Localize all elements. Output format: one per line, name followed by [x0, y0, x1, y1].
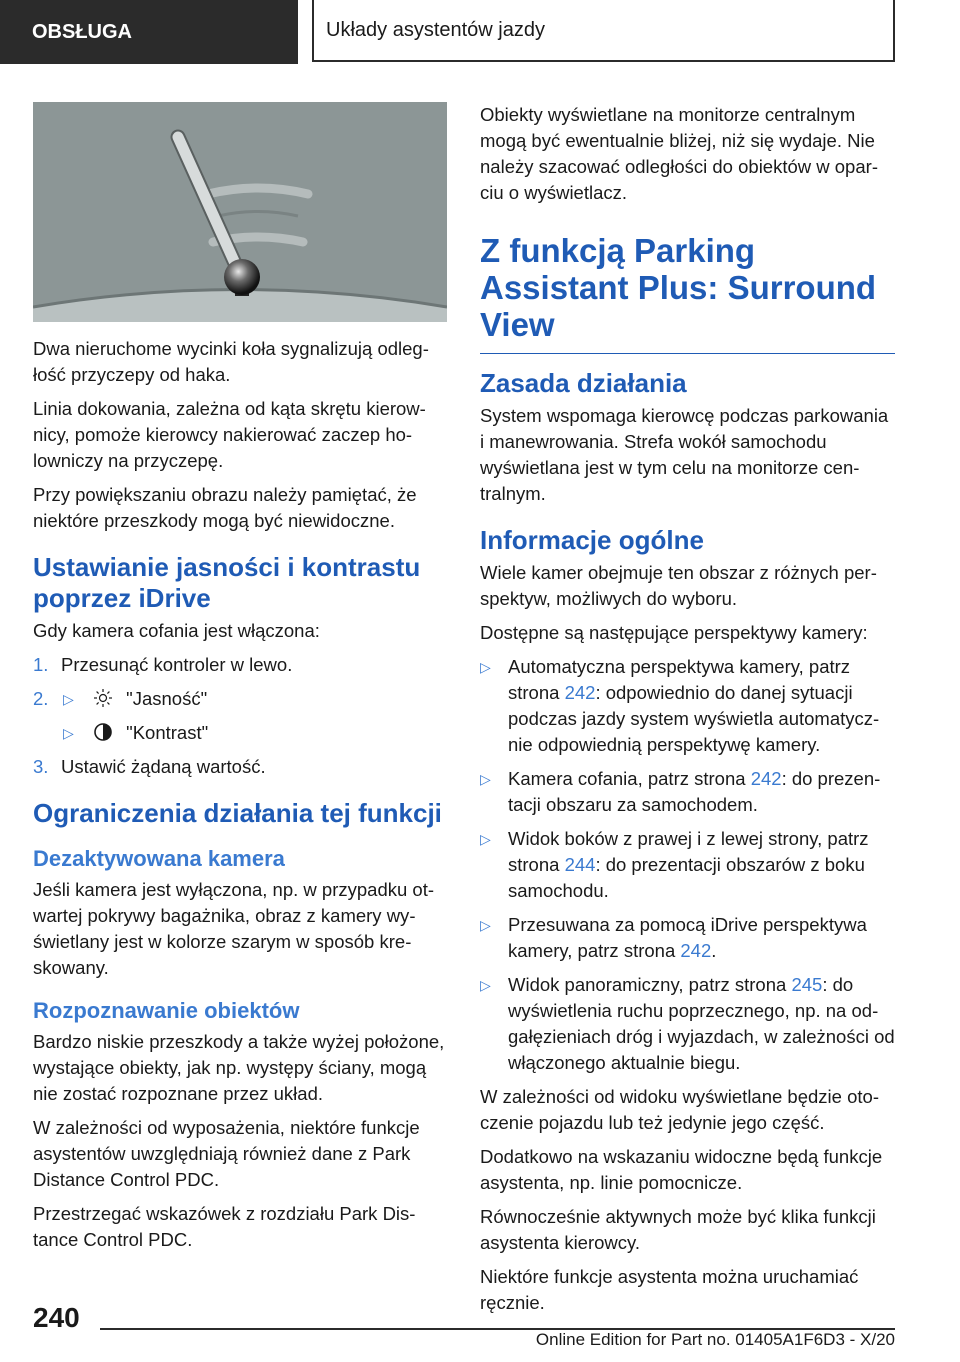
paragraph: Gdy kamera cofania jest włączona:: [33, 620, 320, 641]
list-item: [480, 826, 895, 904]
hitch-camera-figure: [33, 102, 447, 322]
page-link[interactable]: 242: [564, 682, 596, 703]
triangle-right-icon: ▷: [63, 725, 74, 741]
list-text: Automatyczna perspektywa kamery, patrz strona: [508, 656, 851, 703]
triangle-right-icon: ▷: [480, 977, 491, 993]
step-number: 2.: [33, 688, 49, 709]
page-number: 240: [33, 1302, 80, 1333]
section-tab: OBSŁUGA: [0, 0, 298, 64]
list-text: Kamera cofania, patrz strona: [508, 768, 751, 789]
list-text: : do prezentacji obszaru za samochodem.: [508, 768, 881, 815]
edition-note: Online Edition for Part no. 01405A1F6D3 - X/20: [535, 1330, 895, 1349]
list-text: : odpowiednio do danej sytuacji podczas jazdy system wyświetla automatycznie odpowiednią perspektywę kamery.: [508, 682, 880, 755]
list-text: : do wyświetlenia ruchu poprzecznego, np. na odgałęzieniach dróg i wyjazdach, w zależności od włączonego aktualnie biegu.: [508, 974, 895, 1073]
list-text: Widok boków z prawej i z lewej strony, patrz strona: [508, 828, 869, 875]
subsection-heading-detect: Rozpoznawanie obiektów: [33, 998, 300, 1023]
list-text: : do prezentacji obszarów z boku samochodu.: [508, 854, 865, 901]
paragraph: Jeśli kamera jest wyłączona, np. w przypadku otwartej pokrywy bagażnika, obraz z kamery wyświetlany jest w kolorze szarym w sposób kreskowany.: [33, 879, 435, 978]
section-heading-general: Informacje ogólne: [480, 525, 704, 555]
paragraph: Wiele kamer obejmuje ten obszar z różnych perspektyw, możliwych do wyboru.: [480, 562, 877, 609]
left-column: [33, 102, 447, 1261]
right-column: [480, 102, 895, 1324]
page-link[interactable]: 244: [564, 854, 596, 875]
section-heading-principle: Zasada działania: [480, 368, 687, 398]
page-link[interactable]: 245: [791, 974, 823, 995]
section-heading-limits: Ograniczenia działania tej funkcji: [33, 798, 442, 828]
paragraph: Niektóre funkcje asystenta można uruchamiać ręcznie.: [480, 1266, 859, 1313]
triangle-right-icon: ▷: [480, 831, 491, 847]
sub-option-brightness: [33, 686, 447, 712]
main-heading: Z funkcją Parking Assistant Plus: Surround View: [480, 232, 895, 354]
paragraph: Przestrzegać wskazówek z rozdziału Park Distance Control PDC.: [33, 1203, 416, 1250]
step-number: 3.: [33, 756, 49, 777]
paragraph: Linia dokowania, zależna od kąta skrętu kierownicy, pomoże kierowcy nakierować zaczep holowniczy na przyczepę.: [33, 398, 426, 471]
page-link[interactable]: 242: [750, 768, 782, 789]
list-item: [480, 654, 895, 758]
step-item: [33, 686, 447, 712]
contrast-icon: [93, 722, 113, 742]
page-footer: [0, 1290, 960, 1362]
paragraph: Obiekty wyświetlane na monitorze centralnym mogą być ewentualnie bliżej, niż się wydaje. Nie należy szacować odległości do obiektów w oparciu o wyświetlacz.: [480, 104, 878, 203]
subsection-heading-disabled: Dezaktywowana kamera: [33, 846, 285, 871]
triangle-right-icon: ▷: [63, 691, 74, 707]
list-item: [480, 972, 895, 1076]
paragraph: System wspomaga kierowcę podczas parkowania i manewrowania. Strefa wokół samochodu wyświetlana jest w tym celu na monitorze centralnym.: [480, 405, 889, 504]
step-text: Przesunąć kontroler w lewo.: [61, 654, 293, 675]
triangle-right-icon: ▷: [480, 917, 491, 933]
step-item: [33, 652, 447, 678]
paragraph: Dodatkowo na wskazaniu widoczne będą funkcje asystenta, np. linie pomocnicze.: [480, 1146, 883, 1193]
option-label: "Kontrast": [126, 722, 209, 743]
sub-option-contrast: [33, 720, 447, 746]
list-text: Przesuwana za pomocą iDrive perspektywa kamery, patrz strona: [508, 914, 867, 961]
paragraph: Bardzo niskie przeszkody a także wyżej położone, wystające obiekty, jak np. występy ściany, mogą nie zostać rozpoznane przez układ.: [33, 1031, 445, 1104]
paragraph: Dwa nieruchome wycinki koła sygnalizują odległość przyczepy od haka.: [33, 338, 429, 385]
chapter-title: Układy asystentów jazdy: [312, 0, 895, 62]
list-item: [480, 912, 895, 964]
list-item: [480, 766, 895, 818]
paragraph: W zależności od widoku wyświetlane będzie otoczenie pojazdu lub też jedynie jego część.: [480, 1086, 879, 1133]
option-label: "Jasność": [126, 688, 208, 709]
paragraph: Dostępne są następujące perspektywy kamery:: [480, 622, 868, 643]
page-link[interactable]: 242: [680, 940, 712, 961]
step-item: [33, 754, 447, 780]
step-number: 1.: [33, 654, 49, 675]
section-heading-brightness: Ustawianie jasności i kontrastu poprzez iDrive: [33, 552, 421, 613]
list-text: .: [711, 940, 717, 961]
triangle-right-icon: ▷: [480, 771, 491, 787]
triangle-right-icon: ▷: [480, 659, 491, 675]
paragraph: W zależności od wyposażenia, niektóre funkcje asystentów uwzględniają również dane z Park Distance Control PDC.: [33, 1117, 420, 1190]
paragraph: Przy powiększaniu obrazu należy pamiętać, że niektóre przeszkody mogą być niewidoczne.: [33, 484, 417, 531]
step-text: Ustawić żądaną wartość.: [61, 756, 266, 777]
paragraph: Równocześnie aktywnych może być klika funkcji asystenta kierowcy.: [480, 1206, 876, 1253]
list-text: Widok panoramiczny, patrz strona: [508, 974, 792, 995]
page-header: [0, 0, 960, 66]
sun-icon: [93, 688, 113, 708]
